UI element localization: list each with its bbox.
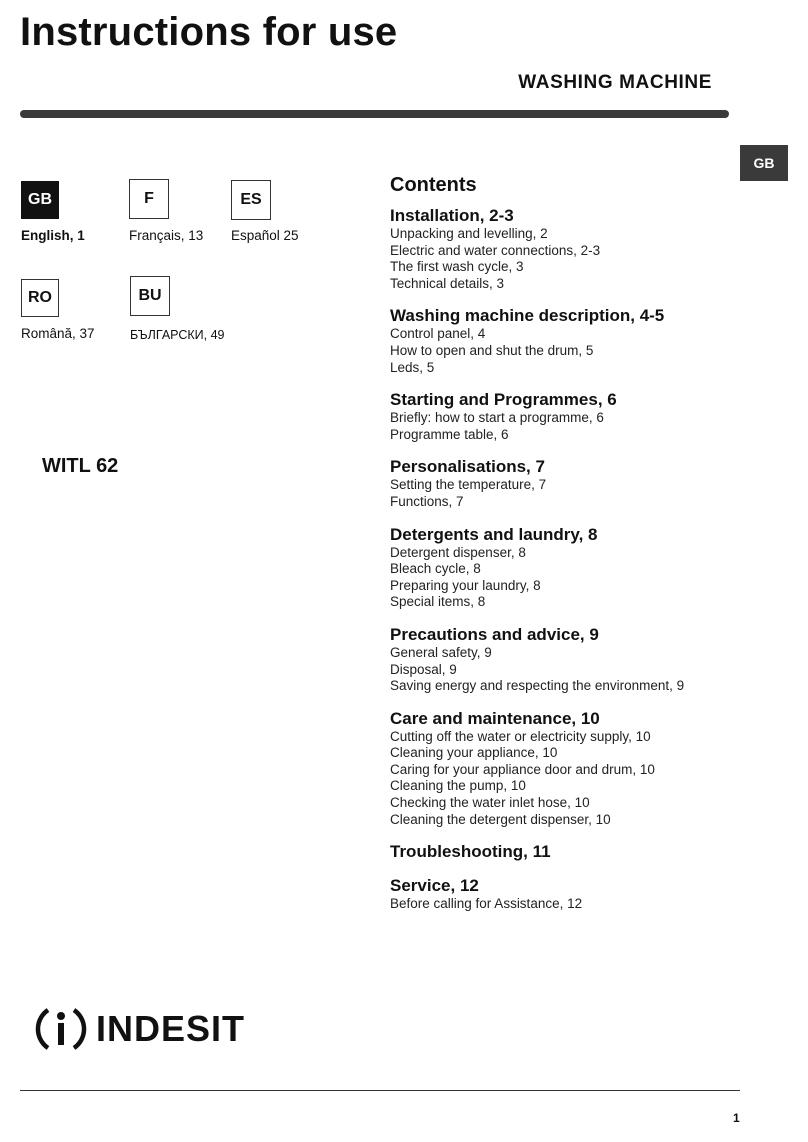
toc-entry: Cleaning your appliance, 10 bbox=[390, 745, 558, 761]
contents-heading: Contents bbox=[390, 174, 477, 196]
toc-entry: The first wash cycle, 3 bbox=[390, 259, 524, 275]
toc-section bbox=[390, 876, 790, 913]
toc-entry: Preparing your laundry, 8 bbox=[390, 577, 541, 593]
toc-entry: Before calling for Assistance, 12 bbox=[390, 896, 583, 912]
toc-section bbox=[390, 306, 790, 376]
toc-entry: Programme table, 6 bbox=[390, 426, 509, 442]
toc-entry: Technical details, 3 bbox=[390, 275, 505, 291]
toc-section bbox=[390, 525, 790, 611]
toc-section-title: Installation, 2-3 bbox=[390, 206, 514, 225]
toc-entry: How to open and shut the drum, 5 bbox=[390, 342, 594, 358]
toc-entry: Disposal, 9 bbox=[390, 661, 457, 677]
toc-section bbox=[390, 206, 790, 292]
language-label-romana: Română, 37 bbox=[21, 326, 95, 341]
brand-name: INDESIT bbox=[96, 1008, 246, 1049]
toc-entry: Cutting off the water or electricity supply, 10 bbox=[390, 728, 651, 744]
document-title: Instructions for use bbox=[20, 10, 398, 54]
table-of-contents bbox=[390, 174, 790, 927]
toc-entry: Bleach cycle, 8 bbox=[390, 561, 481, 577]
toc-entry: Cleaning the detergent dispenser, 10 bbox=[390, 811, 611, 827]
toc-entry: Setting the temperature, 7 bbox=[390, 477, 547, 493]
toc-entry: Functions, 7 bbox=[390, 493, 464, 509]
toc-section-title: Service, 12 bbox=[390, 876, 479, 896]
toc-entry: Control panel, 4 bbox=[390, 326, 486, 342]
language-label-espanol: Español 25 bbox=[231, 228, 299, 243]
page-number: 1 bbox=[733, 1111, 740, 1125]
toc-section-title: Washing machine description, 4-5 bbox=[390, 306, 665, 326]
language-code-f: F bbox=[129, 179, 169, 219]
toc-entry: Briefly: how to start a programme, 6 bbox=[390, 410, 604, 426]
toc-entry: Checking the water inlet hose, 10 bbox=[390, 795, 590, 811]
toc-entry: Leds, 5 bbox=[390, 359, 435, 375]
document-subtitle: WASHING MACHINE bbox=[518, 72, 712, 93]
indesit-logo bbox=[34, 1002, 245, 1056]
toc-section-title: Troubleshooting, 11 bbox=[390, 842, 551, 862]
toc-entry: Electric and water connections, 2-3 bbox=[390, 242, 601, 258]
language-code-gb: GB bbox=[21, 181, 59, 219]
toc-section-title: Personalisations, 7 bbox=[390, 457, 545, 477]
toc-section bbox=[390, 390, 790, 443]
toc-entry: Cleaning the pump, 10 bbox=[390, 778, 526, 794]
toc-entry: General safety, 9 bbox=[390, 644, 492, 660]
language-code-es: ES bbox=[231, 180, 271, 220]
toc-section-title: Starting and Programmes, 6 bbox=[390, 390, 617, 410]
language-label-bulgarian: БЪЛГАРСКИ, 49 bbox=[130, 328, 225, 342]
toc-entry: Detergent dispenser, 8 bbox=[390, 544, 526, 560]
model-number: WITL 62 bbox=[42, 455, 119, 477]
toc-entry: Caring for your appliance door and drum, 10 bbox=[390, 761, 655, 777]
toc-section bbox=[390, 457, 790, 510]
footer-rule bbox=[20, 1090, 740, 1091]
language-label-francais: Français, 13 bbox=[129, 228, 204, 243]
toc-section-title: Detergents and laundry, 8 bbox=[390, 524, 598, 544]
toc-section bbox=[390, 709, 790, 829]
toc-section bbox=[390, 625, 790, 695]
indesit-i-icon bbox=[34, 1002, 88, 1056]
toc-entry: Special items, 8 bbox=[390, 594, 486, 610]
language-label-english: English, 1 bbox=[21, 228, 85, 243]
toc-section bbox=[390, 842, 790, 862]
header-rule bbox=[20, 110, 729, 118]
toc-entry: Saving energy and respecting the environment, 9 bbox=[390, 678, 685, 694]
language-code-bu: BU bbox=[130, 276, 170, 316]
toc-section-title: Precautions and advice, 9 bbox=[390, 624, 599, 644]
toc-entry: Unpacking and levelling, 2 bbox=[390, 226, 548, 241]
language-side-tab: GB bbox=[740, 145, 788, 181]
toc-section-title: Care and maintenance, 10 bbox=[390, 708, 600, 728]
language-code-ro: RO bbox=[21, 279, 59, 317]
